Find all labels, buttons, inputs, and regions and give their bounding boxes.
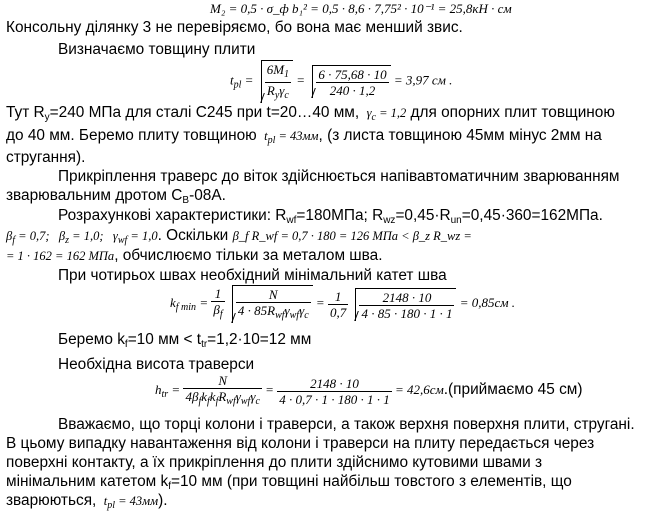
text-span: Консольну ділянку 3 не перевіряємо, бо вона має менший звис.	[6, 19, 463, 36]
paragraph-line	[6, 491, 168, 516]
text-span: мінімальним катетом k	[6, 473, 169, 490]
fraction-denominator: 0,7	[329, 304, 347, 320]
formula-value: = 1,2	[379, 106, 407, 120]
sqrt-radical	[312, 65, 390, 98]
formula-eq: =	[199, 294, 209, 310]
formula-subscript: c	[371, 112, 376, 123]
text-span: Необхідна висота траверси	[58, 356, 255, 373]
text-subscript: tr	[201, 339, 208, 350]
paragraph-line	[58, 266, 447, 286]
text-span: =1,2·10=12 мм	[207, 331, 312, 348]
formula-eq: =	[171, 381, 181, 397]
paragraph-line	[58, 330, 311, 355]
formula-m2-text: M₂ = 0,5 · σ_ф b₁² = 0,5 · 8,6 · 7,75² · 10⁻¹ = 25,8кН · см	[210, 1, 512, 16]
formula-subscript: wf	[275, 310, 285, 321]
text-span: =240 МПа для сталі С245 при t=20…40 мм,	[49, 104, 360, 121]
formula-kf	[170, 285, 515, 323]
text-span: для опорних плит товщиною	[410, 104, 615, 121]
text-span: =0,45·360=162МПа.	[461, 207, 603, 224]
formula-symbol: β	[213, 302, 220, 317]
formula-subscript: wf	[226, 396, 236, 407]
paragraph-line	[58, 415, 635, 435]
paragraph-line	[58, 167, 619, 187]
formula-result: = 3,97 см .	[393, 72, 453, 88]
formula-symbol: γ	[284, 303, 290, 318]
fraction-numerator: 2148 · 10	[359, 290, 454, 306]
formula-subscript: 1	[284, 69, 290, 80]
text-span: Розрахункові характеристики: R	[58, 207, 287, 224]
formula-symbol: γ	[279, 83, 285, 98]
formula-symbol: k	[209, 389, 216, 404]
fraction-denominator	[183, 389, 261, 409]
formula-subscript: pl	[267, 135, 276, 146]
inline-formula	[101, 494, 159, 511]
text-span: , (з листа товщиною 45мм мінус 2мм на	[318, 127, 602, 144]
formula-tpl	[230, 60, 452, 103]
text-span: Тут R	[6, 104, 45, 121]
formula-subscript: f	[12, 235, 16, 246]
inline-formula	[261, 129, 319, 146]
fraction	[183, 373, 261, 409]
formula-subscript: f	[198, 396, 202, 407]
formula-value: = 1,0	[130, 229, 158, 243]
text-span: Прикріплення траверс до віток здійснюється напівавтоматичним зварюванням	[58, 168, 620, 185]
fraction	[265, 62, 291, 103]
text-span: Беремо k	[58, 331, 125, 348]
fraction	[211, 286, 224, 322]
fraction-denominator: 4 · 0,7 · 1 · 180 · 1 · 1	[279, 391, 390, 407]
fraction-numerator: 2148 · 10	[277, 376, 392, 392]
formula-symbol: R	[218, 389, 227, 404]
fraction-numerator: 1	[211, 286, 224, 302]
formula-value: = 1,0;	[72, 229, 104, 243]
fraction-numerator: N	[236, 287, 311, 303]
inline-formula	[6, 229, 158, 246]
paragraph-line	[6, 453, 542, 473]
formula-symbol: t	[103, 494, 108, 508]
fraction-denominator	[236, 303, 311, 323]
text-span: , обчислюємо тільки за металом шва.	[114, 247, 383, 264]
formula-symbol: γ	[250, 389, 256, 404]
text-span: ).	[158, 492, 168, 509]
text-subscript: wf	[286, 215, 297, 226]
fraction-numerator: 1	[328, 289, 348, 305]
formula-note: .(приймаємо 45 см)	[443, 380, 583, 398]
formula-symbol: γ	[112, 229, 118, 243]
fraction-denominator	[211, 302, 224, 322]
inline-formula: β_f R_wf = 0,7 · 180 = 126 МПа < β_z R_wz =	[232, 229, 472, 243]
text-span: поверхні контакту, а їх прикріплення до плити здійснимо кутовими швами з	[6, 454, 542, 471]
formula-htr	[155, 373, 582, 409]
formula-subscript: wf	[117, 235, 128, 246]
formula-symbol: 4β	[185, 389, 199, 404]
fraction-denominator: 240 · 1,2	[329, 83, 376, 98]
formula-eq: =	[244, 72, 254, 88]
formula-value: = 43мм	[118, 494, 159, 508]
inline-formula: = 1 · 162 = 162 МПа	[6, 249, 115, 263]
text-span: =10 мм < t	[127, 331, 202, 348]
formula-symbol: γ	[366, 106, 372, 120]
formula-symbol: t	[230, 72, 234, 88]
text-span: Визначаємо товщину плити	[58, 41, 256, 58]
formula-symbol: t	[264, 129, 268, 143]
text-span: =10 мм (при товщині найбільш товстого з елементів, що	[171, 473, 572, 490]
fraction	[328, 289, 348, 320]
formula-m2	[210, 0, 512, 19]
text-span: до 40 мм. Беремо плиту товщиною	[6, 127, 257, 144]
formula-eq: =	[315, 294, 325, 310]
formula-symbol: γ	[235, 389, 241, 404]
text-span: . Оскільки	[157, 227, 229, 244]
formula-subscript: wf	[240, 396, 251, 407]
text-subscript: f	[168, 481, 171, 492]
paragraph-line	[6, 126, 602, 151]
paragraph-line	[6, 148, 85, 168]
text-span: стругання).	[6, 149, 86, 166]
paragraph-line	[6, 18, 463, 38]
formula-subscript: tr	[161, 388, 169, 400]
formula-symbol: h	[155, 381, 162, 397]
sqrt-radical	[261, 60, 293, 103]
formula-subscript: c	[304, 310, 309, 321]
text-span: зварювальним дротом С	[6, 187, 183, 204]
formula-subscript: pl	[107, 500, 115, 511]
fraction	[316, 67, 388, 98]
formula-result: = 0,85см .	[459, 294, 516, 310]
text-subscript: f	[124, 339, 128, 350]
paragraph-line	[58, 355, 254, 375]
text-subscript: wz	[383, 215, 396, 226]
paragraph-line	[6, 246, 383, 266]
text-span: В цьому випадку навантаження від колони і траверси на плиту передається через	[6, 435, 595, 452]
formula-value: = 0,7;	[18, 229, 50, 243]
formula-eq: =	[265, 381, 274, 397]
paragraph-line	[58, 40, 255, 60]
formula-subscript: f	[215, 396, 219, 407]
fraction	[277, 376, 392, 407]
sqrt-radical	[232, 285, 313, 323]
fraction	[359, 290, 454, 321]
fraction-numerator	[265, 62, 291, 83]
formula-subscript: wf	[289, 310, 300, 321]
formula-subscript: c	[284, 90, 289, 101]
inline-formula	[363, 106, 407, 123]
formula-symbol: β	[6, 229, 13, 243]
paragraph-line	[6, 434, 594, 454]
text-subscript: B	[182, 195, 190, 206]
formula-subscript: f	[207, 396, 210, 407]
sqrt-radical	[355, 288, 456, 321]
formula-symbol: k	[170, 294, 176, 310]
text-span: При чотирьох швах необхідний мінімальний катет шва	[58, 267, 447, 284]
text-subscript: un	[450, 215, 462, 226]
formula-symbol: 6M	[266, 62, 285, 77]
formula-result: = 42,6см	[394, 381, 444, 397]
formula-subscript: y	[274, 90, 280, 101]
formula-symbol: γ	[299, 303, 305, 318]
paragraph-line	[6, 103, 615, 128]
formula-subscript: c	[255, 396, 260, 407]
formula-subscript: z	[65, 235, 70, 246]
formula-value: = 43мм	[278, 129, 319, 143]
fraction-numerator: 6 · 75,68 · 10	[318, 67, 387, 82]
text-span: Вважаємо, що торці колони і траверси, а також верхня поверхня плити, стругані.	[58, 416, 635, 433]
text-span: зварюються,	[6, 492, 97, 509]
formula-symbol: k	[201, 389, 207, 404]
formula-subscript: f min	[175, 301, 197, 313]
formula-subscript: pl	[233, 79, 242, 91]
fraction-denominator	[265, 83, 291, 103]
text-span: =0,45·R	[395, 207, 451, 224]
fraction-numerator: N	[183, 373, 261, 389]
text-span: =180МПа; R	[296, 207, 384, 224]
formula-eq: =	[296, 72, 306, 88]
formula-symbol: R	[266, 83, 275, 98]
formula-subscript: f	[219, 309, 223, 320]
formula-symbol: β	[58, 229, 66, 243]
fraction-denominator: 4 · 85 · 180 · 1 · 1	[361, 305, 453, 321]
text-subscript: y	[44, 112, 50, 123]
text-span: -08А.	[189, 187, 226, 204]
fraction	[236, 287, 311, 323]
formula-symbol: 4 · 85R	[237, 303, 276, 318]
